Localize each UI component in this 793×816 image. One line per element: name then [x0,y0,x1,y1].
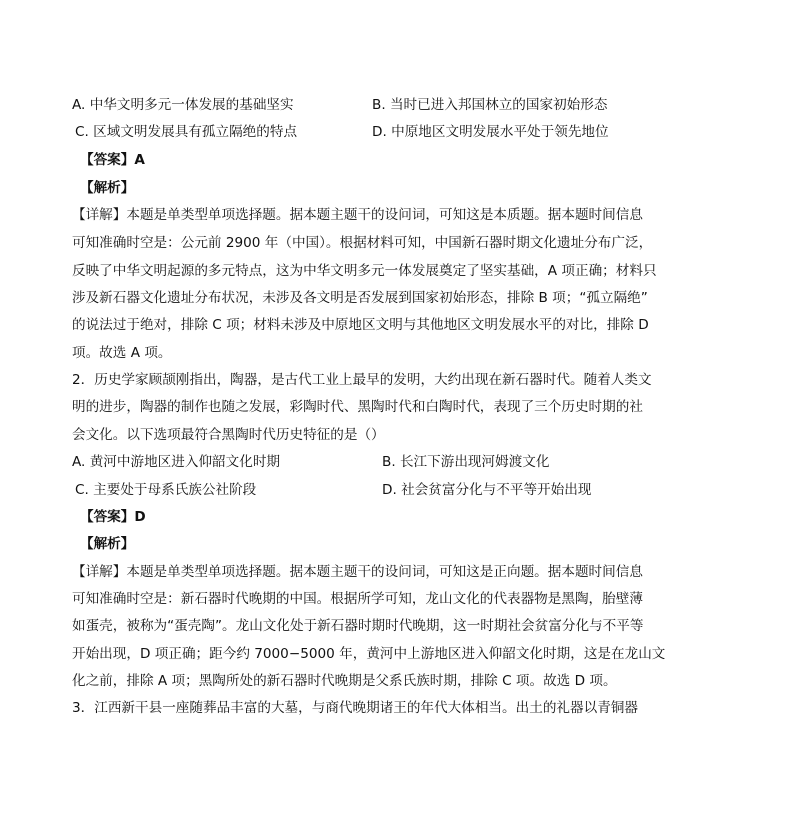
q2-answer: 【答案】D [80,509,146,525]
q2-detail-line-3: 如蛋壳，被称为“蛋壳陶”。龙山文化处于新石器时期时代晚期，这一时期社会贫富分化与不平等 [72,618,644,634]
q2-detail-line-1: 【详解】本题是单类型单项选择题。据本题主题干的设问词，可知这是正向题。据本题时间信息 [72,564,643,580]
q1-detail-line-6: 项。故选 A 项。 [72,345,172,361]
q1-option-d: D. 中原地区文明发展水平处于领先地位 [372,124,609,140]
q1-analysis-label: 【解析】 [80,180,135,196]
q1-detail-line-1: 【详解】本题是单类型单项选择题。据本题主题干的设问词，可知这是本质题。据本题时间信息 [72,207,643,223]
q2-option-c: C. 主要处于母系氏族公社阶段 [75,482,257,498]
q2-option-a: A. 黄河中游地区进入仰韶文化时期 [72,454,281,470]
q2-analysis-label: 【解析】 [80,536,135,552]
q1-option-c: C. 区域文明发展具有孤立隔绝的特点 [75,124,298,140]
q1-option-a: A. 中华文明多元一体发展的基础坚实 [72,97,294,113]
q3-stem-line-1: 3．江西新干县一座随葬品丰富的大墓，与商代晚期诸王的年代大体相当。出土的礼器以青铜器 [72,700,638,716]
q2-option-d: D. 社会贫富分化与不平等开始出现 [382,482,592,498]
q2-stem-line-3: 会文化。以下选项最符合黑陶时代历史特征的是（） [72,427,385,443]
q2-detail-line-4: 开始出现，D 项正确；距今约 7000−5000 年，黄河中上游地区进入仰韶文化时期，这是在龙山文 [72,646,666,662]
q1-detail-line-5: 的说法过于绝对，排除 C 项；材料未涉及中原地区文明与其他地区文明发展水平的对比，排除 D [72,317,649,333]
q1-option-b: B. 当时已进入邦国林立的国家初始形态 [372,97,608,113]
q2-stem-line-1: 2．历史学家顾颉刚指出，陶器，是古代工业上最早的发明，大约出现在新石器时代。随着人类文 [72,372,652,388]
q1-detail-line-2: 可知准确时空是：公元前 2900 年（中国）。根据材料可知，中国新石器时期文化遗址分布广泛， [72,235,653,251]
q1-detail-line-4: 涉及新石器文化遗址分布状况，未涉及各文明是否发展到国家初始形态，排除 B 项；“孤立隔绝” [72,290,648,306]
q1-answer: 【答案】A [80,152,145,168]
q2-stem-line-2: 明的进步，陶器的制作也随之发展，彩陶时代、黑陶时代和白陶时代，表现了三个历史时期的社 [72,399,643,415]
q1-detail-line-3: 反映了中华文明起源的多元特点，这为中华文明多元一体发展奠定了坚实基础，A 项正确；材料只 [72,263,657,279]
q2-detail-line-5: 化之前，排除 A 项；黑陶所处的新石器时代晚期是父系氏族时期，排除 C 项。故选 D 项。 [72,673,617,689]
q2-option-b: B. 长江下游出现河姆渡文化 [382,454,550,470]
q2-detail-line-2: 可知准确时空是：新石器时代晚期的中国。根据所学可知，龙山文化的代表器物是黑陶，胎壁薄 [72,591,643,607]
